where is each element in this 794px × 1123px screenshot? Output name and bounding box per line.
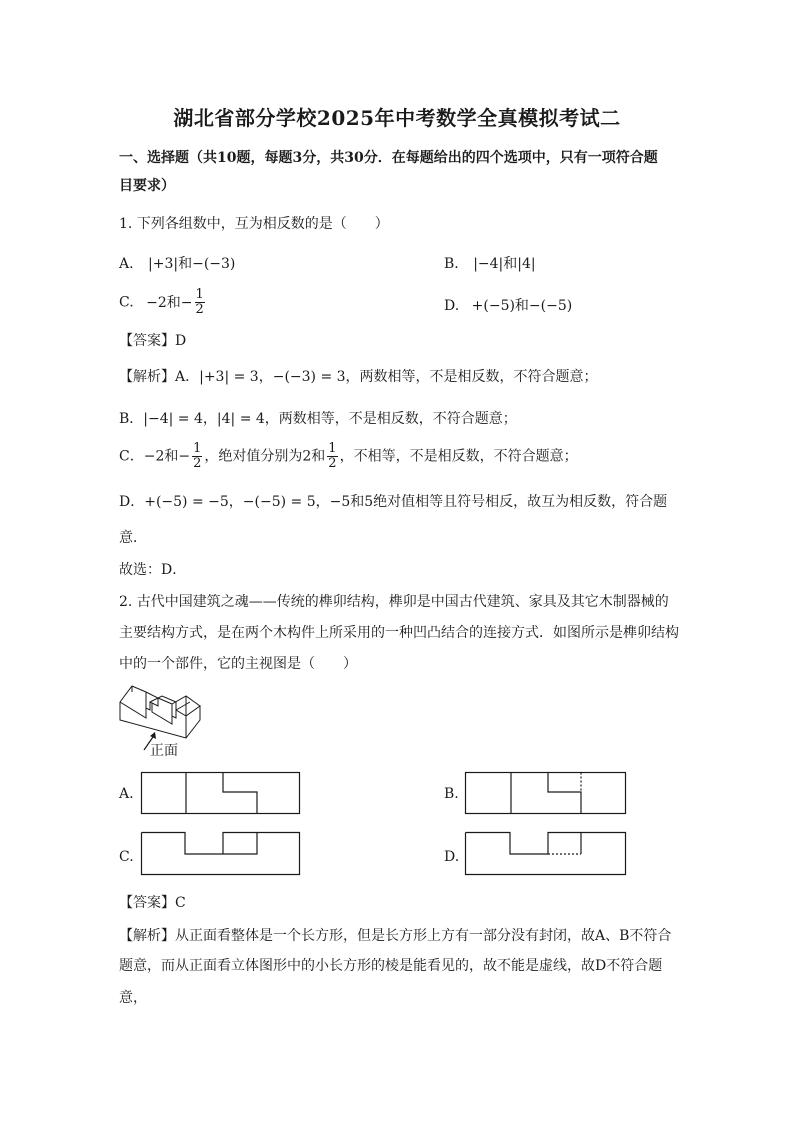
analysis-a-text: A．|+3| = 3，−(−3) = 3，两数相等，不是相反数，不符合题意； (175, 369, 598, 385)
q1-analysis-d-line1: D．+(−5) = −5，−(−5) = 5，−5和5绝对值相等且符号相反，故互为相反数，符合题 (119, 494, 668, 510)
q1-analysis-c (119, 442, 578, 471)
q1-option-a-text: |+3|和−(−3) (148, 256, 236, 272)
q1-option-d-text: +(−5)和−(−5) (471, 298, 573, 314)
fraction-numerator: 1 (193, 441, 202, 456)
q1-option-c-prefix: −2和− (146, 294, 193, 311)
q2-stem-line2: 主要结构方式，是在两个木构件上所采用的一种凹凸结合的连接方式．如图所示是榫卯结构 (119, 625, 679, 641)
fraction-numerator: 1 (195, 287, 204, 302)
q2-option-c-figure (141, 832, 303, 876)
q2-option-a-label: A. (119, 786, 134, 802)
q2-option-c-label: C. (119, 849, 134, 865)
q1-option-a (119, 254, 235, 274)
analysis-c-fraction-2 (327, 442, 337, 471)
q2-analysis-line1: 【解析】从正面看整体是一个长方形，但是长方形上方有一部分没有封闭，故A、B不符合 (119, 928, 672, 944)
q1-analysis-b: B．|−4| = 4，|4| = 4，两数相等，不是相反数，不符合题意； (119, 411, 517, 427)
q1-option-d-label: D. (444, 298, 460, 314)
q1-stem: 1. 下列各组数中，互为相反数的是（ ） (119, 216, 389, 232)
q2-stem-line1: 2. 古代中国建筑之魂——传统的榫卯结构，榫卯是中国古代建筑、家具及其它木制器械的 (119, 594, 669, 610)
q2-option-a-figure (141, 772, 303, 816)
exam-title: 湖北省部分学校2025年中考数学全真模拟考试二 (173, 106, 621, 130)
q1-option-c-fraction (195, 288, 205, 317)
section-heading-line1: 一、选择题（共10题，每题3分，共30分．在每题给出的四个选项中，只有一项符合题 (119, 150, 658, 166)
analysis-c-pre: C．−2和− (119, 448, 191, 465)
fraction-denominator: 2 (193, 456, 202, 471)
q2-option-b-label: B. (444, 786, 459, 802)
q1-option-c-label: C. (119, 294, 134, 311)
q2-option-d-figure (465, 832, 627, 876)
fraction-denominator: 2 (195, 302, 204, 317)
analysis-c-mid: ，绝对值分别为2和 (204, 448, 326, 465)
q1-option-b (444, 254, 536, 274)
q2-analysis-line3: 意， (119, 990, 147, 1006)
q1-conclusion: 故选：D． (119, 562, 187, 578)
q1-option-d (444, 296, 572, 316)
fraction-denominator: 2 (328, 456, 337, 471)
fraction-numerator: 1 (328, 441, 337, 456)
q2-analysis-line2: 题意，而从正面看立体图形中的小长方形的棱是能看见的，故不能是虚线，故D不符合题 (119, 958, 663, 974)
q1-answer: 【答案】D (119, 333, 187, 349)
q2-stem-line3: 中的一个部件，它的主视图是（ ） (119, 656, 357, 672)
q2-option-d-label: D. (444, 849, 460, 865)
q1-analysis-a (119, 367, 598, 387)
section-heading-line2: 目要求） (119, 178, 175, 194)
tenon-mortise-3d-figure (116, 680, 226, 740)
q1-option-b-text: |−4|和|4| (473, 256, 536, 272)
q2-option-b-figure (465, 772, 627, 816)
front-view-label: 正面 (150, 743, 178, 759)
analysis-c-fraction-1 (192, 442, 202, 471)
q2-answer: 【答案】C (119, 895, 186, 911)
q1-option-b-label: B. (444, 256, 459, 272)
q1-option-c (119, 288, 207, 317)
analysis-c-post: ，不相等，不是相反数，不符合题意； (339, 448, 578, 465)
q1-option-a-label: A. (119, 256, 134, 272)
q1-analysis-d-line2: 意． (119, 530, 147, 546)
analysis-heading: 【解析】 (119, 369, 175, 385)
